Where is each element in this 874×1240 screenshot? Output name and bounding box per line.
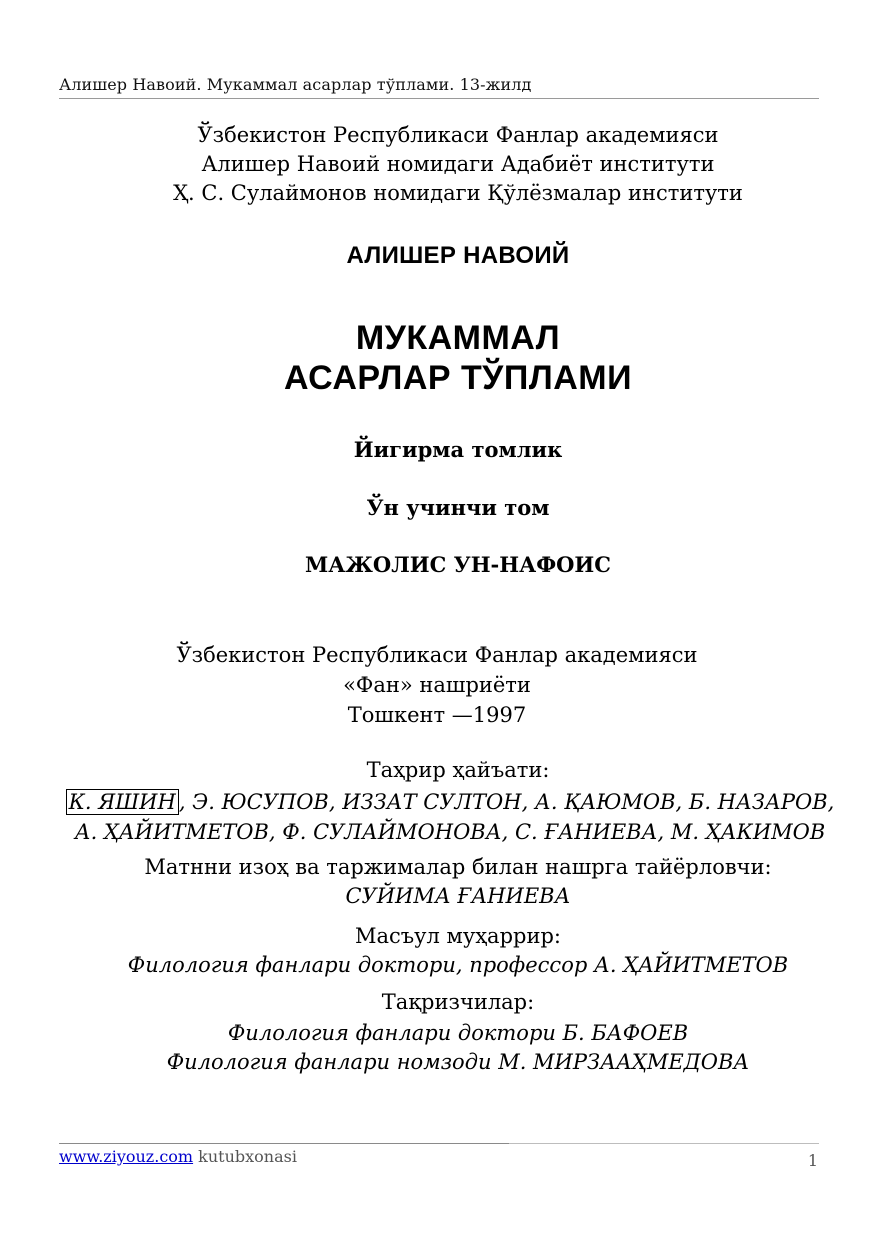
main-title-line: МУКАММАЛ <box>355 319 561 357</box>
page-number: 1 <box>807 1151 818 1170</box>
publisher-block <box>0 640 874 730</box>
institution-line: Алишер Навоий номидаги Адабиёт институти <box>201 152 715 176</box>
footer-suffix: kutubxonasi <box>193 1147 297 1166</box>
preparer-name: СУЙИМА ҒАНИЕВА <box>345 884 571 908</box>
editorial-board-line-1 <box>60 787 840 817</box>
highlighted-editor: К. ЯШИН <box>66 789 179 815</box>
author-name: АЛИШЕР НАВОИЙ <box>346 242 570 269</box>
editorial-board-label: Таҳрир ҳайъати: <box>366 758 550 782</box>
reviewer-name: Филология фанлари доктори Б. БАФОЕВ <box>227 1021 689 1045</box>
editorial-board-line-2: А. ҲАЙИТМЕТОВ, Ф. СУЛАЙМОНОВА, С. ҒАНИЕВА, М. ҲАКИМОВ <box>74 820 826 844</box>
reviewers-list <box>0 1019 874 1077</box>
volume-number: Ўн учинчи том <box>366 495 550 520</box>
main-title-line: АСАРЛАР ТЎПЛАМИ <box>283 359 633 397</box>
main-title <box>0 318 874 398</box>
preparer-label: Матнни изоҳ ва таржималар билан нашрга тайёрловчи: <box>144 855 772 879</box>
institutions-block <box>0 121 874 208</box>
institution-line: Ўзбекистон Республикаси Фанлар академияси <box>197 123 719 147</box>
running-header: Алишер Навоий. Мукаммал асарлар тўплами. 13-жилд <box>59 75 532 94</box>
publisher-line: «Фан» нашриёти <box>343 673 531 697</box>
volume-count: Йигирма томлик <box>353 437 563 462</box>
work-title: МАЖОЛИС УН-НАФОИС <box>305 552 611 577</box>
reviewers-label: Тақризчилар: <box>381 990 535 1014</box>
ziyouz-link[interactable]: www.ziyouz.com <box>59 1147 194 1166</box>
responsible-editor-label: Масъул муҳаррир: <box>355 924 561 948</box>
publisher-line: Ўзбекистон Республикаси Фанлар академияси <box>176 643 698 667</box>
reviewer-name: Филология фанлари номзоди М. МИРЗААҲМЕДОВА <box>166 1050 750 1074</box>
publisher-line: Тошкент —1997 <box>347 703 527 727</box>
institution-line: Ҳ. С. Сулаймонов номидаги Қўлёзмалар институти <box>173 181 743 205</box>
footer-divider-accent <box>59 1143 509 1144</box>
responsible-editor-name: Филология фанлари доктори, профессор А. ҲАЙИТМЕТОВ <box>127 953 789 977</box>
editorial-board-rest: , Э. ЮСУПОВ, ИЗЗАТ СУЛТОН, А. ҚАЮМОВ, Б. НАЗАРОВ, <box>178 790 835 814</box>
footer-source <box>59 1147 297 1166</box>
header-divider <box>59 98 819 99</box>
